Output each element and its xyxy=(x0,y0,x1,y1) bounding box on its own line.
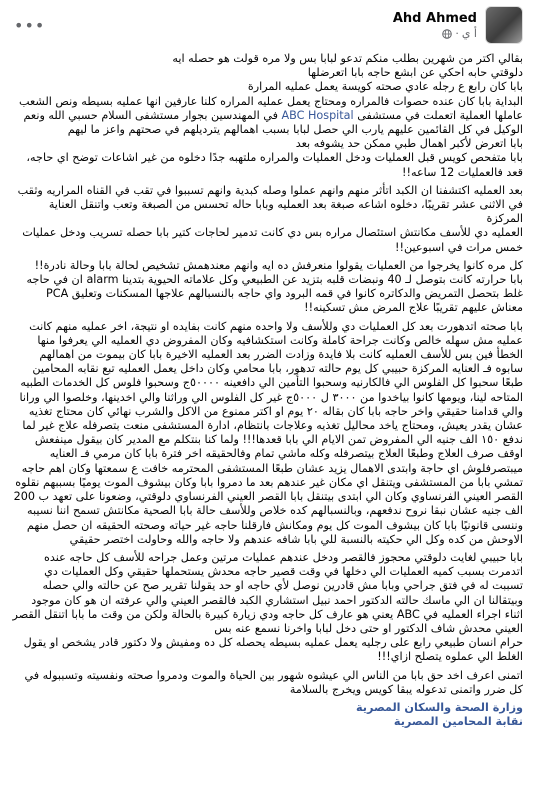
post-paragraph-6: اتمنى اعرف اخد حق بابا من الناس الي عيشوه شهور بين الحياة والموت ودمروا صحته ونفسيته وتسببوله في كل ضرر واتمنى تدعوله يبقا كويس ويخرج بالسلامة xyxy=(20,668,523,696)
post-paragraph-3: كل مره كانوا يخرجوا من العمليات يقولوا منعرفش ده ايه وانهم معندهمش تشخيص لحالة بابا وحالة نادرة!! بابا حرارته كانت بتوصل لـ 40 ونبضات قلبه بتزيد عن الطبيعي وكل علاماته الحيوية بتدينا alarm ان في حاجه غلط بتحصل التمريض والدكاتره كانوا في قمه البرود واي حاجه بالنسبالهم علاجها المسكنات وتعليق PCA معناش عليهم تقريبًا علاج المرض مش تسكينه!! xyxy=(26,258,523,315)
avatar[interactable] xyxy=(485,6,523,44)
post-header xyxy=(12,2,523,48)
post-body xyxy=(12,52,523,729)
post-paragraph-2: بعد العمليه اكتشفنا ان الكبد اتأثر منهم وانهم عملوا وصله كبدية وانهم تسببوا في تقب في القناه المراريه وثقب في الاثنى عشر تقريبًا، دخلوه اشاعه صبغة بعد العمليه وبابا حاله تحسس من الصبغة وتعب واتنقل العناية المركزة العمليه دي للأسف مكانتش استئصال مراره بس دي كانت تدمير لحاجات كتير بابا حصله تسريب ودخل عمليات خمس مرات في اسبوعين!! xyxy=(17,183,523,254)
post-paragraph-1: بقالي اكتر من شهرين بطلب منكم تدعو لبابا بس ولا مره قولت هو حصله ايه دلوقتي حابه احكي عن ابشع حاجه بابا اتعرضلها بابا كان رابع ع رجله عادي صحته كويسة يعمل عمليه المرارة البداية بابا كان عنده حصوات فالمراره ومحتاج يعمل عمليه المراره كلنا عارفين انها عمليه بسيطه ونص الشعب عاملها العملية اتعملت في مستشفى ABC Hospital في المهندسين بجوار مستشفى السلام حسبي الله ونعم الوكيل في كل القائمين عليهم يارب الي حصل لبابا بسبب اهمالهم يترديلهم في صحتهم واعز ما ليهم بابا اتعرض لأكبر اهمال طبي ممكن حد يشوفه بعد بابا متفحص كويس قبل العمليات ودخل العمليات والمراره ملتهبه جدًا دخلوه من غير اشاعات توضح اي حاجه، قعد فالعمليات 12 ساعه!! xyxy=(18,52,523,179)
more-options-icon[interactable]: ••• xyxy=(14,16,46,35)
author-name[interactable]: Ahd Ahmed xyxy=(392,10,477,26)
globe-icon xyxy=(442,29,452,39)
hashtag-ministry-of-health[interactable]: وزارة الصحة والسكان المصرية xyxy=(356,700,523,714)
post-time[interactable]: أ ي xyxy=(461,26,477,40)
post-paragraph-5: بابا حبيبي لغايت دلوقتي محجوز فالقصر ودخل عندهم عمليات مرتين وعمل جراحه للأسف كل حاجه عنده اتدمرت بسبب كميه العمليات الي دخلها في وقت قصير حاجه محدش يستحملها حقيقي وكل العمليات دي تسببت له في فتق جراحي وبابا مش قادرين نوصل لأي حاجه او حد يقولنا تقرير صح عن حالته والي حصله وبيتقالنا ان الي ماسك حالته الدكتور احمد نبيل استشاري الكبد فالقصر العيني والي عرفته ان هو كان موجود اثناء اجراء العمليه في ABC يعني هو عارف كل حاجه ودي زيارة كبيرة بالحالة ولكن من وقت ما بابا اتنقل القصر العيني محدش شاف الدكتور او حتى دخل لبابا واخرنا نسمع عنه بس حرام انسان طبيعي رابع على رجليه يعمل عمليه بسيطه يحصله كل ده ومفيش ولا دكتور قادر يشخص او يقول الغلط الي عملوه يتصلح ازاي!!! xyxy=(12,550,523,664)
hashtag-lawyers-syndicate[interactable]: نقابة المحامين المصرية xyxy=(393,715,523,729)
hospital-link-inline[interactable]: ABC Hospital xyxy=(281,108,354,122)
facebook-post xyxy=(0,2,535,804)
post-subtitle: أ ي · xyxy=(442,27,477,41)
post-meta xyxy=(393,10,477,41)
post-paragraph-4: بابا صحته اتدهورت بعد كل العمليات دي وللأسف ولا واحده منهم كانت بفايده او نتيجة، اخر عمليه منهم كانت عمليه مش سهله خالص وكانت جراحة كاملة وكانت استكشافيه وكان المفروض دي العمليه الي يعرفوا منها الخطأ فين بس للأسف العمليه كانت بلا فايدة وزادت الضرر بعد العمليه الاخيرة بابا كان بيموت من اهمالهم سابوه فـ العنايه المركزة حبيبي كل يوم حالته تدهور، بابا محامي وكان داخل يعمل العمليه تبع نقابه المحامين طبعًا سحبوا كل الفلوس الي فالكارنيه وسحبوا التأمين الي دافعينه ٥٠٠٠٠ج وسحبوا فلوس كل الخدمات الطبيه المتاحه لينا، ويومها كانوا بياخدوا من ٣٠٠٠ ل ٥٠٠٠ج غير كل الفلوس الي وراثنا والي اخدينها، وخلصوا الي ورانا والي قدامنا حقيقي واخر حاجه بابا كان بقاله ٢٠ يوم او اكتر ممنوع من الاكل والشرب نهائي كان محتاج تغذيه عشان يقدر يعيش، ومحتاج ياخد محاليل تغذيه وعلاجات بانتظام، ادارة المستشفى منعت بتصرفله علاج غير لما ندفع ١٥٠ الف جنيه الي المفروض تمن الايام الي بابا قعدها!!! ولما كنا بنتكلم مع المدير كان بيقول مينفعش اوقف صرف العلاج وطبعًا العلاج بيتصرفله وكله ماشي تمام وفالحقيقه اخر فترة بابا كان مرمي فـ العنايه ميبتصرفلوش اي حاجة وابتدى الاهمال يزيد عشان طبعًا المستشفى المحترمه خافت ع سمعتها وكان اهم حاجه تمشي بابا من المستشفى ويتنقل اي مكان غير عندهم بعد ما دمروا بابا وكان بيشوف الموت يوميًا بسببهم نقلوه القصر العيني الفرنساوي وكان الي ابتدى بيتنقل بابا القصر العيني الفرنساوي دلوقتي، وضعونا على تعهد ب 200 الف جنيه عشان نبقا نروح ندفعهم، وبالنسبالهم كده خلاص وللأسف حالة بابا الصحية مكانتش تسمح اننا نسيبه وننسى قانونيًا بابا كان بيشوف الموت كل يوم ومكانش فارقلنا حاجه غير حياته وصحته الحقيقه ان حصل منهم الاوحش من كده وكل الي حكيته بالنسبة للي بابا شافه عندهم ولا حاجه والله وحاولت اختصر حقيقي xyxy=(10,319,523,546)
